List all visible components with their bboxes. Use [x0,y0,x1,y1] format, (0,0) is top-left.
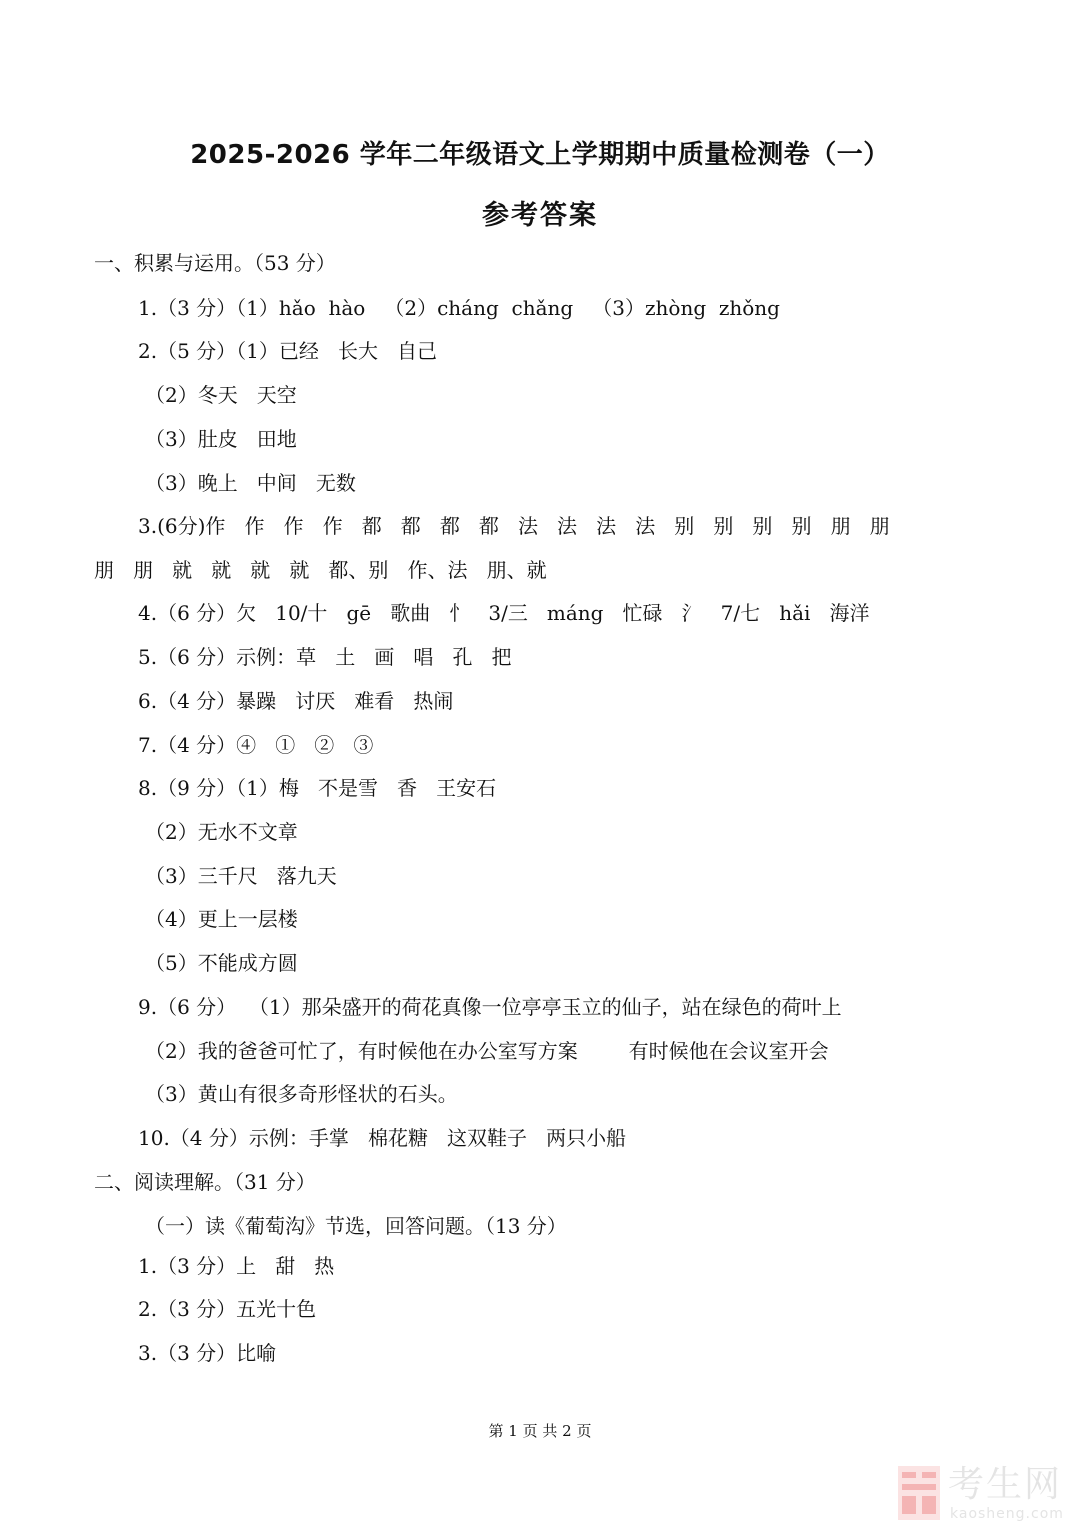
reading-passage-heading: （一）读《葡萄沟》节选，回答问题。（13 分） [145,1214,567,1238]
answer-line-r1: 1.（3 分）上 甜 热 [138,1254,335,1278]
section-heading-2: 二、阅读理解。（31 分） [94,1170,316,1194]
answer-line-q8-2: （2）无水不文章 [145,820,298,844]
answer-line-q8-3: （3）三千尺 落九天 [145,864,337,888]
answer-line-q3: 3.(6分)作 作 作 作 都 都 都 都 法 法 法 法 别 别 别 别 朋 朋 [138,514,890,538]
answer-line-q2-4: （3）晚上 中间 无数 [145,471,356,495]
answer-line-q9-3: （3）黄山有很多奇形怪状的石头。 [145,1082,458,1106]
answer-line-q3-cont: 朋 朋 就 就 就 就 都、别 作、法 朋、就 [94,558,547,582]
watermark [896,1464,1066,1526]
watermark-name: 考生网 [948,1464,1063,1505]
answer-line-q4: 4.（6 分）欠 10/十 gē 歌曲 忄 3/三 máng 忙碌 氵 7/七 hǎi 海洋 [138,601,870,625]
answer-line-q8: 8.（9 分）（1）梅 不是雪 香 王安石 [138,776,497,800]
answer-line-q2-3: （3）肚皮 田地 [145,427,297,451]
watermark-url: kaosheng.com [950,1506,1064,1522]
answer-line-q7: 7.（4 分）④ ① ② ③ [138,733,374,757]
section-heading-1: 一、积累与运用。（53 分） [94,251,336,275]
answer-line-r3: 3.（3 分）比喻 [138,1341,277,1365]
answer-line-q1: 1.（3 分）（1）hǎo hào （2）cháng chǎng （3）zhòng zhǒng [138,296,780,320]
answer-line-q5: 5.（6 分）示例：草 土 画 唱 孔 把 [138,645,512,669]
answer-line-q8-5: （5）不能成方圆 [145,951,298,975]
answer-line-q6: 6.（4 分）暴躁 讨厌 难看 热闹 [138,689,454,713]
answer-line-q10: 10.（4 分）示例：手掌 棉花糖 这双鞋子 两只小船 [138,1126,627,1150]
answer-line-r2: 2.（3 分）五光十色 [138,1297,317,1321]
answer-line-q2: 2.（5 分）（1）已经 长大 自己 [138,339,438,363]
document-title: 2025-2026 学年二年级语文上学期期中质量检测卷（一） [190,140,890,170]
watermark-logo-icon [896,1464,942,1522]
answer-line-q2-2: （2）冬天 天空 [145,383,297,407]
answer-line-q9-2: （2）我的爸爸可忙了，有时候他在办公室写方案 有时候他在会议室开会 [145,1039,829,1063]
page-footer: 第 1 页 共 2 页 [488,1422,592,1440]
answer-line-q8-4: （4）更上一层楼 [145,907,298,931]
answer-line-q9: 9.（6 分） （1）那朵盛开的荷花真像一位亭亭玉立的仙子，站在绿色的荷叶上 [138,995,842,1019]
document-subtitle: 参考答案 [482,200,598,231]
